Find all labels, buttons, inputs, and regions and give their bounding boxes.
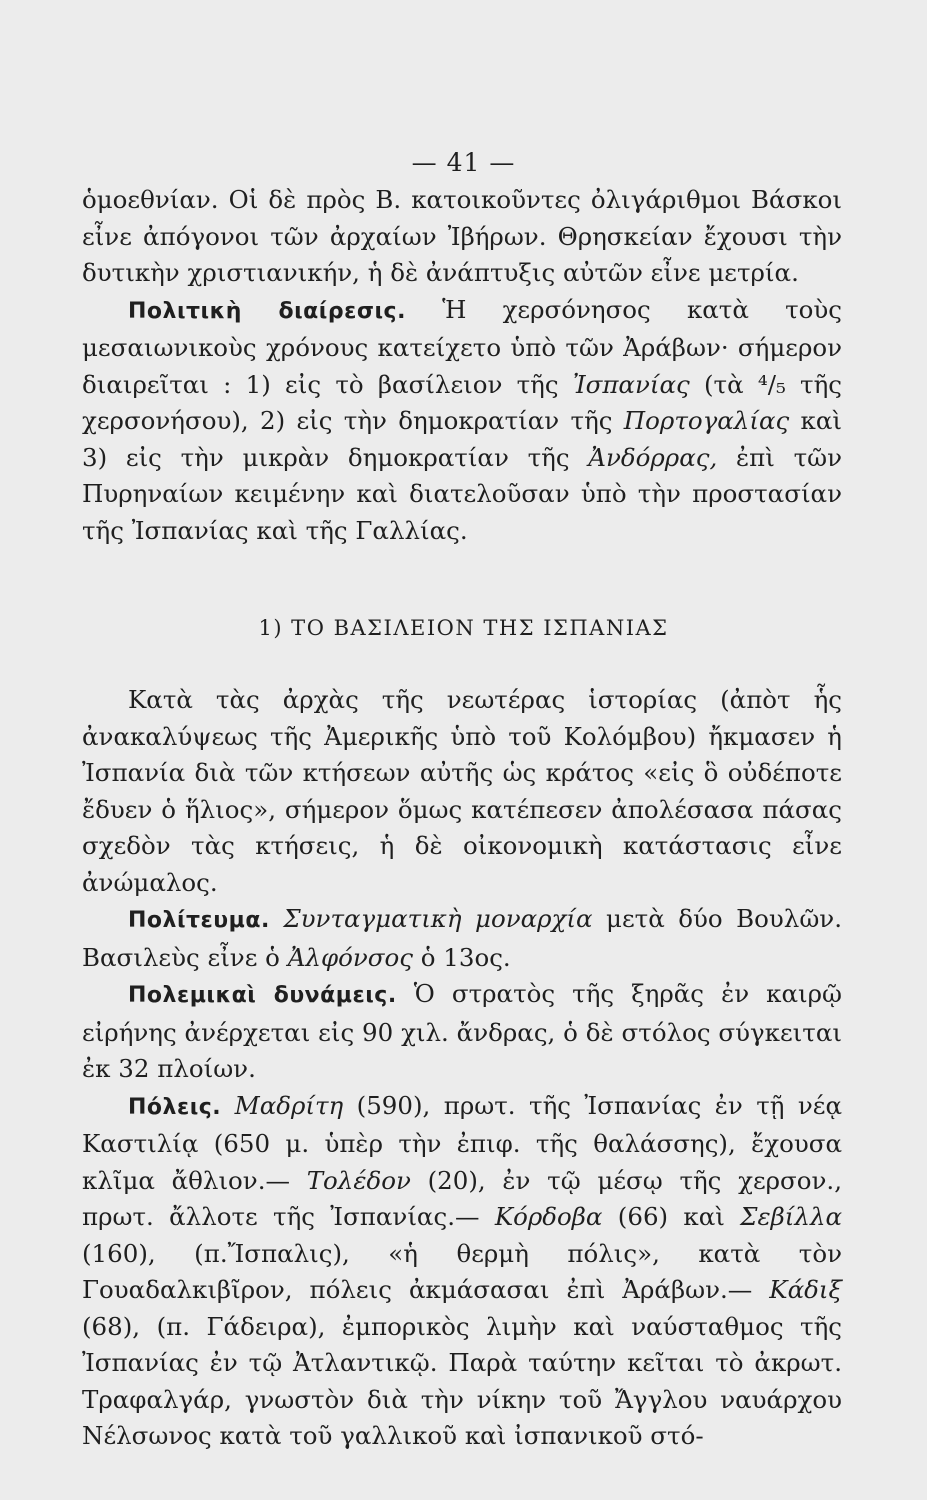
page-number: — 41 —: [411, 148, 516, 177]
paragraph-government: Πολίτευμα. Συνταγματικὴ μοναρχία μετὰ δύο Βουλῶν. Βασιλεὺς εἶνε ὁ Ἀλφόνσος ὁ 13ος.: [82, 904, 842, 972]
heading-political-division: Πολιτικὴ διαίρεσις.: [128, 298, 406, 324]
paragraph-history: Κατὰ τὰς ἀρχὰς τῆς νεωτέρας ἱστορίας (ἀπὸτ ἧς ἀνακαλύψεως τῆς Ἀμερικῆς ὑπὸ τοῦ Κολόμβου) ἤκμασεν ἡ Ἰσπανία διὰ τῶν κτήσεων αὐτῆς ὡς κράτος «εἰς ὃ οὐδέποτε ἔδυεν ὁ ἥλιος», σήμερον ὅμως κατέπεσεν ἀπολέσασα πάσας σχεδὸν τὰς κτήσεις, ἡ δὲ οἰκονομικὴ κατάστασις εἶνε ἀνώμαλος.: [82, 685, 842, 897]
paragraph-peoples: ὁμοεθνίαν. Οἱ δὲ πρὸς Β. κατοικοῦντες ὀλιγάριθμοι Βάσκοι εἶνε ἀπόγονοι τῶν ἀρχαίων Ἰβήρων. Θρησκείαν ἔχουσι τὴν δυτικὴν χριστιανικήν, ἡ δὲ ἀνάπτυξις αὐτῶν εἶνε μετρία.: [82, 185, 842, 287]
paragraph-cities: Πόλεις. Μαδρίτη (590), πρωτ. τῆς Ἰσπανίας ἐν τῇ νέᾳ Καστιλίᾳ (650 μ. ὑπὲρ τὴν ἐπιφ. τῆς θαλάσσης), ἔχουσα κλῖμα ἄθλιον.— Τολέδον (20), ἐν τῷ μέσῳ τῆς χερσον., πρωτ. ἄλλοτε τῆς Ἰσπανίας.— Κόρδοβα (66) καὶ Σεβίλλα (160), (π.Ἴσπαλις), «ἡ θερμὴ πόλις», κατὰ τὸν Γουαδαλκιβῖρον, πόλεις ἀκμάσασαι ἐπὶ Ἀράβων.— Κάδιξ (68), (π. Γάδειρα), ἐμπορικὸς λιμὴν καὶ ναύσταθμος τῆς Ἰσπανίας ἐν τῷ Ἀτλαντικῷ. Παρὰ ταύτην κεῖται τὸ ἀκρωτ. Τραφαλγάρ, γνωστὸν διὰ τὴν νίκην τοῦ Ἄγγλου ναυάρχου Νέλσωνος κατὰ τοῦ γαλλικοῦ καὶ ἰσπανικοῦ στό-: [82, 1090, 843, 1450]
spain-block: [82, 682, 842, 1455]
heading-cities: Πόλεις.: [128, 1094, 222, 1120]
paragraph-military: Πολεμικαὶ δυνάμεις. Ὁ στρατὸς τῆς ξηρᾶς ἐν καιρῷ εἰρήνης ἀνέρχεται εἰς 90 χιλ. ἄνδρας, ὁ δὲ στόλος σύγκειται ἐκ 32 πλοίων.: [82, 979, 843, 1083]
heading-government: Πολίτευμα.: [128, 908, 270, 933]
heading-military: Πολεμικαὶ δυνάμεις.: [128, 983, 397, 1008]
paragraph-political-division: Πολιτικὴ διαίρεσις. Ἡ χερσόνησος κατὰ τοὺς μεσαιωνικοὺς χρόνους κατείχετο ὑπὸ τῶν Ἀράβων· σήμερον διαιρεῖται : 1) εἰς τὸ βασίλειον τῆς Ἰσπανίας (τὰ ⁴/₅ τῆς χερσονήσου), 2) εἰς τὴν δημοκρατίαν τῆς Πορτογαλίας καὶ 3) εἰς τὴν μικρὰν δημοκρατίαν τῆς Ἀνδόρρας, ἐπὶ τῶν Πυρηναίων κειμένην καὶ διατελοῦσαν ὑπὸ τὴν προστασίαν τῆς Ἰσπανίας καὶ τῆς Γαλλίας.: [82, 294, 843, 545]
section-title: 1) ΤΟ ΒΑΣΙΛΕΙΟΝ ΤΗΣ ΙΣΠΑΝΙΑΣ: [258, 616, 669, 640]
intro-block: [82, 182, 842, 549]
